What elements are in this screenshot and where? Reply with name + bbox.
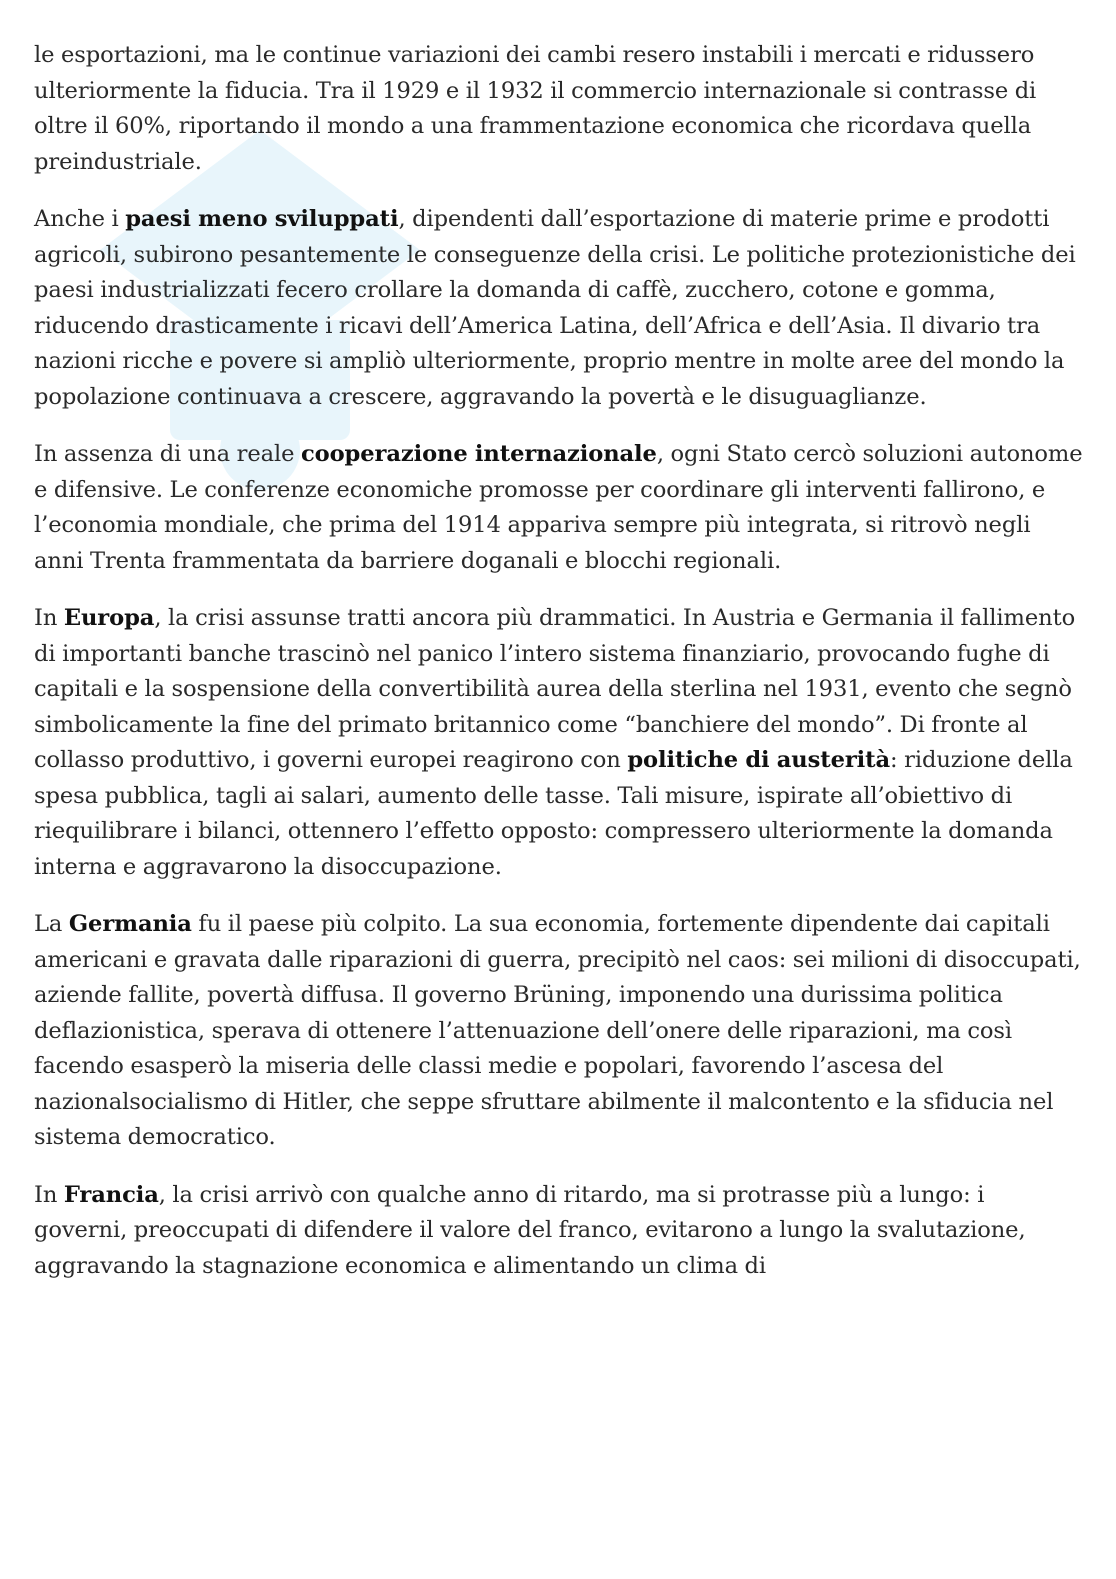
paragraph-europe — [34, 601, 1084, 885]
text-run: , la crisi assunse tratti ancora più drammatici. In Austria e Germania il fallimento di importanti banche trascinò nel panico l’intero sistema finanziario, provocando fughe di capitali e la sospensione della convertibilità aurea della sterlina nel 1931, evento che segnò simbolicamente la fine del primato britannico come “banchiere del mondo”. Di fronte al collasso produttivo, i governi europei reagirono con — [34, 605, 1076, 773]
text-run: le esportazioni, ma le continue variazioni dei cambi resero instabili i mercati e ridussero ulteriormente la fiducia. Tra il 1929 e il 1932 il commercio internazionale si contrasse di oltre il 60%, riportando il mondo a una frammentazione economica che ricordava quella preindustriale. — [34, 42, 1037, 175]
text-run: In — [34, 1181, 64, 1208]
text-run: Anche i — [34, 206, 126, 232]
bold-term: cooperazione internazionale — [300, 441, 657, 467]
bold-term: Germania — [68, 911, 192, 937]
bold-term: Europa — [63, 605, 155, 631]
text-run: In assenza di una reale — [34, 441, 301, 467]
bold-term: politiche di austerità — [627, 747, 891, 773]
text-run: : riduzione della spesa pubblica, tagli ai salari, aumento delle tasse. Tali misure, ispirate all’obiettivo di riequilibrare i bilanci, ottennero l’effetto opposto: compressero ulteriormente la domanda interna e aggravarono la disoccupazione. — [34, 747, 1073, 880]
bold-term: Francia — [63, 1181, 159, 1208]
text-run: fu il paese più colpito. La sua economia, fortemente dipendente dai capitali americani e gravata dalle riparazioni di guerra, precipitò nel caos: sei milioni di disoccupati, aziende fallite, povertà diffusa. Il governo Brüning, imponendo una durissima politica deflazionistica, sperava di ottenere l’attenuazione dell’onere delle riparazioni, ma così facendo esasperò la miseria delle classi medie e popolari, favorendo l’ascesa del nazionalsocialismo di Hitler, che seppe sfruttare abilmente il malcontento e la sfiducia nel sistema democratico. — [34, 911, 1081, 1150]
text-run: , la crisi arrivò con qualche anno di ritardo, ma si protrasse più a lungo: i governi, preoccupati di difendere il valore del franco, evitarono a lungo la svalutazione, aggravando la stagnazione economica e alimentando un clima di — [34, 1181, 1026, 1279]
text-run: , dipendenti dall’esportazione di materie prime e prodotti agricoli, subirono pesantemente le conseguenze della crisi. Le politiche protezionistiche dei paesi industrializzati fecero crollare la domanda di caffè, zucchero, cotone e gomma, riducendo drasticamente i ricavi dell’America Latina, dell’Africa e dell’Asia. Il divario tra nazioni ricche e povere si ampliò ulteriormente, proprio mentre in molte aree del mondo la popolazione continuava a crescere, aggravando la povertà e le disuguaglianze. — [34, 206, 1076, 410]
paragraph-france — [34, 1178, 1084, 1285]
text-run: In — [34, 605, 64, 631]
bold-term: paesi meno sviluppati — [125, 206, 399, 232]
paragraph-trade — [34, 38, 1084, 180]
text-run: La — [34, 911, 69, 937]
paragraph-cooperation — [34, 437, 1084, 579]
text-run: , ogni Stato cercò soluzioni autonome e difensive. Le conferenze economiche promosse per coordinare gli interventi fallirono, e l’economia mondiale, che prima del 1914 appariva sempre più integrata, si ritrovò negli anni Trenta frammentata da barriere doganali e blocchi regionali. — [34, 441, 1083, 574]
paragraph-germany — [34, 907, 1084, 1156]
paragraph-developing-countries — [34, 202, 1084, 415]
document-body — [34, 38, 1084, 1306]
